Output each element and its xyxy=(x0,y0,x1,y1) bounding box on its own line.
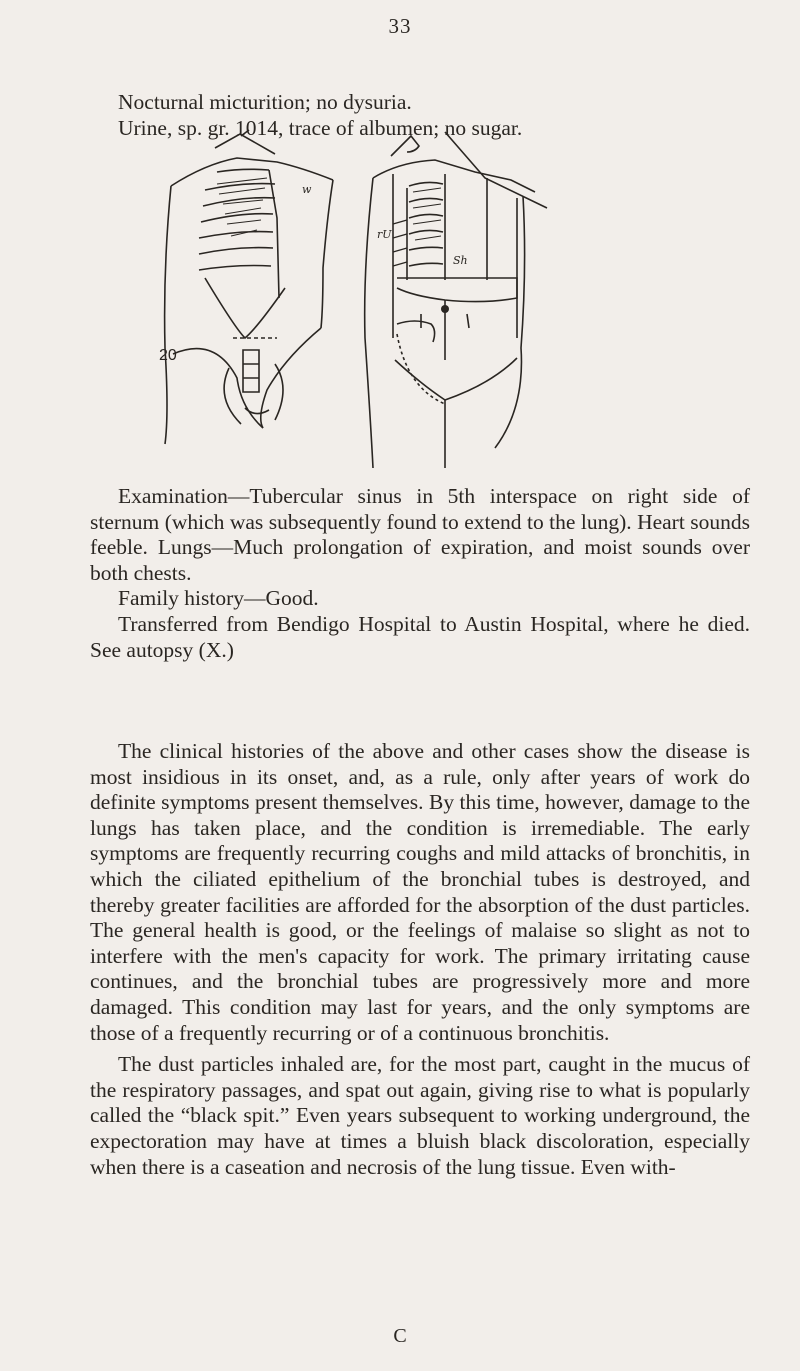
annotation-sh: Sh xyxy=(453,254,468,267)
examination-paragraph: Examination—Tubercular sinus in 5th interspace on right side of sternum (which was subsequently found to extend to the lung). Heart sounds feeble. Lungs—Much prolongation of expiration, and moist sounds over both chests. xyxy=(90,484,750,585)
text-line-micturition: Nocturnal micturition; no dysuria. xyxy=(118,90,412,114)
annotation-w: w xyxy=(302,183,312,196)
chest-diagrams xyxy=(145,128,555,472)
annotation-ru: rU xyxy=(377,228,392,241)
transfer-paragraph: Transferred from Bendigo Hospital to Austin Hospital, where he died. See autopsy (X.) xyxy=(90,611,750,662)
page-number: 33 xyxy=(388,14,412,38)
signature-mark: C xyxy=(393,1325,407,1347)
clinical-histories-paragraph: The clinical histories of the above and other cases show the disease is most insidious in its onset, and, as a rule, only after years of work do definite symptoms present themselves. By this time, however, damage to the lungs has taken place, and the condition is irremediable. The early symptoms are frequently recurring coughs and mild attacks of bronchitis, in which the ciliated epithelium of the bronchial tubes is destroyed, and thereby greater facilities are afforded for the absorption of the dust particles. The general health is good, or the feelings of malaise so slight as not to interfere with the men's capacity for work. The primary irritating cause continues, and the bronchial tubes are progressively more and more damaged. This condition may last for years, and the only symptoms are those of a frequently recurring or of a continuous bronchitis. xyxy=(90,739,750,1045)
sinus-marker xyxy=(441,305,449,313)
left-torso-diagram xyxy=(165,130,333,444)
family-history-line: Family history—Good. xyxy=(118,586,319,611)
case-notes-bottom xyxy=(90,484,750,663)
dust-particles-paragraph: The dust particles inhaled are, for the most part, caught in the mucus of the respiratory passages, and spat out again, giving rise to what is popularly called the “black spit.” Even years subsequent to working underground, the expectoration may have at times a bluish black discoloration, especially when there is a caseation and necrosis of the lung tissue. Even with- xyxy=(90,1052,750,1179)
text-line-urine: Urine, sp. gr. 1014, trace of albumen; no sugar. xyxy=(118,115,523,140)
chest-diagram-figure xyxy=(145,128,555,472)
right-torso-diagram xyxy=(365,132,547,468)
figure-number: 20 xyxy=(159,347,177,364)
discussion-text xyxy=(90,739,750,1180)
